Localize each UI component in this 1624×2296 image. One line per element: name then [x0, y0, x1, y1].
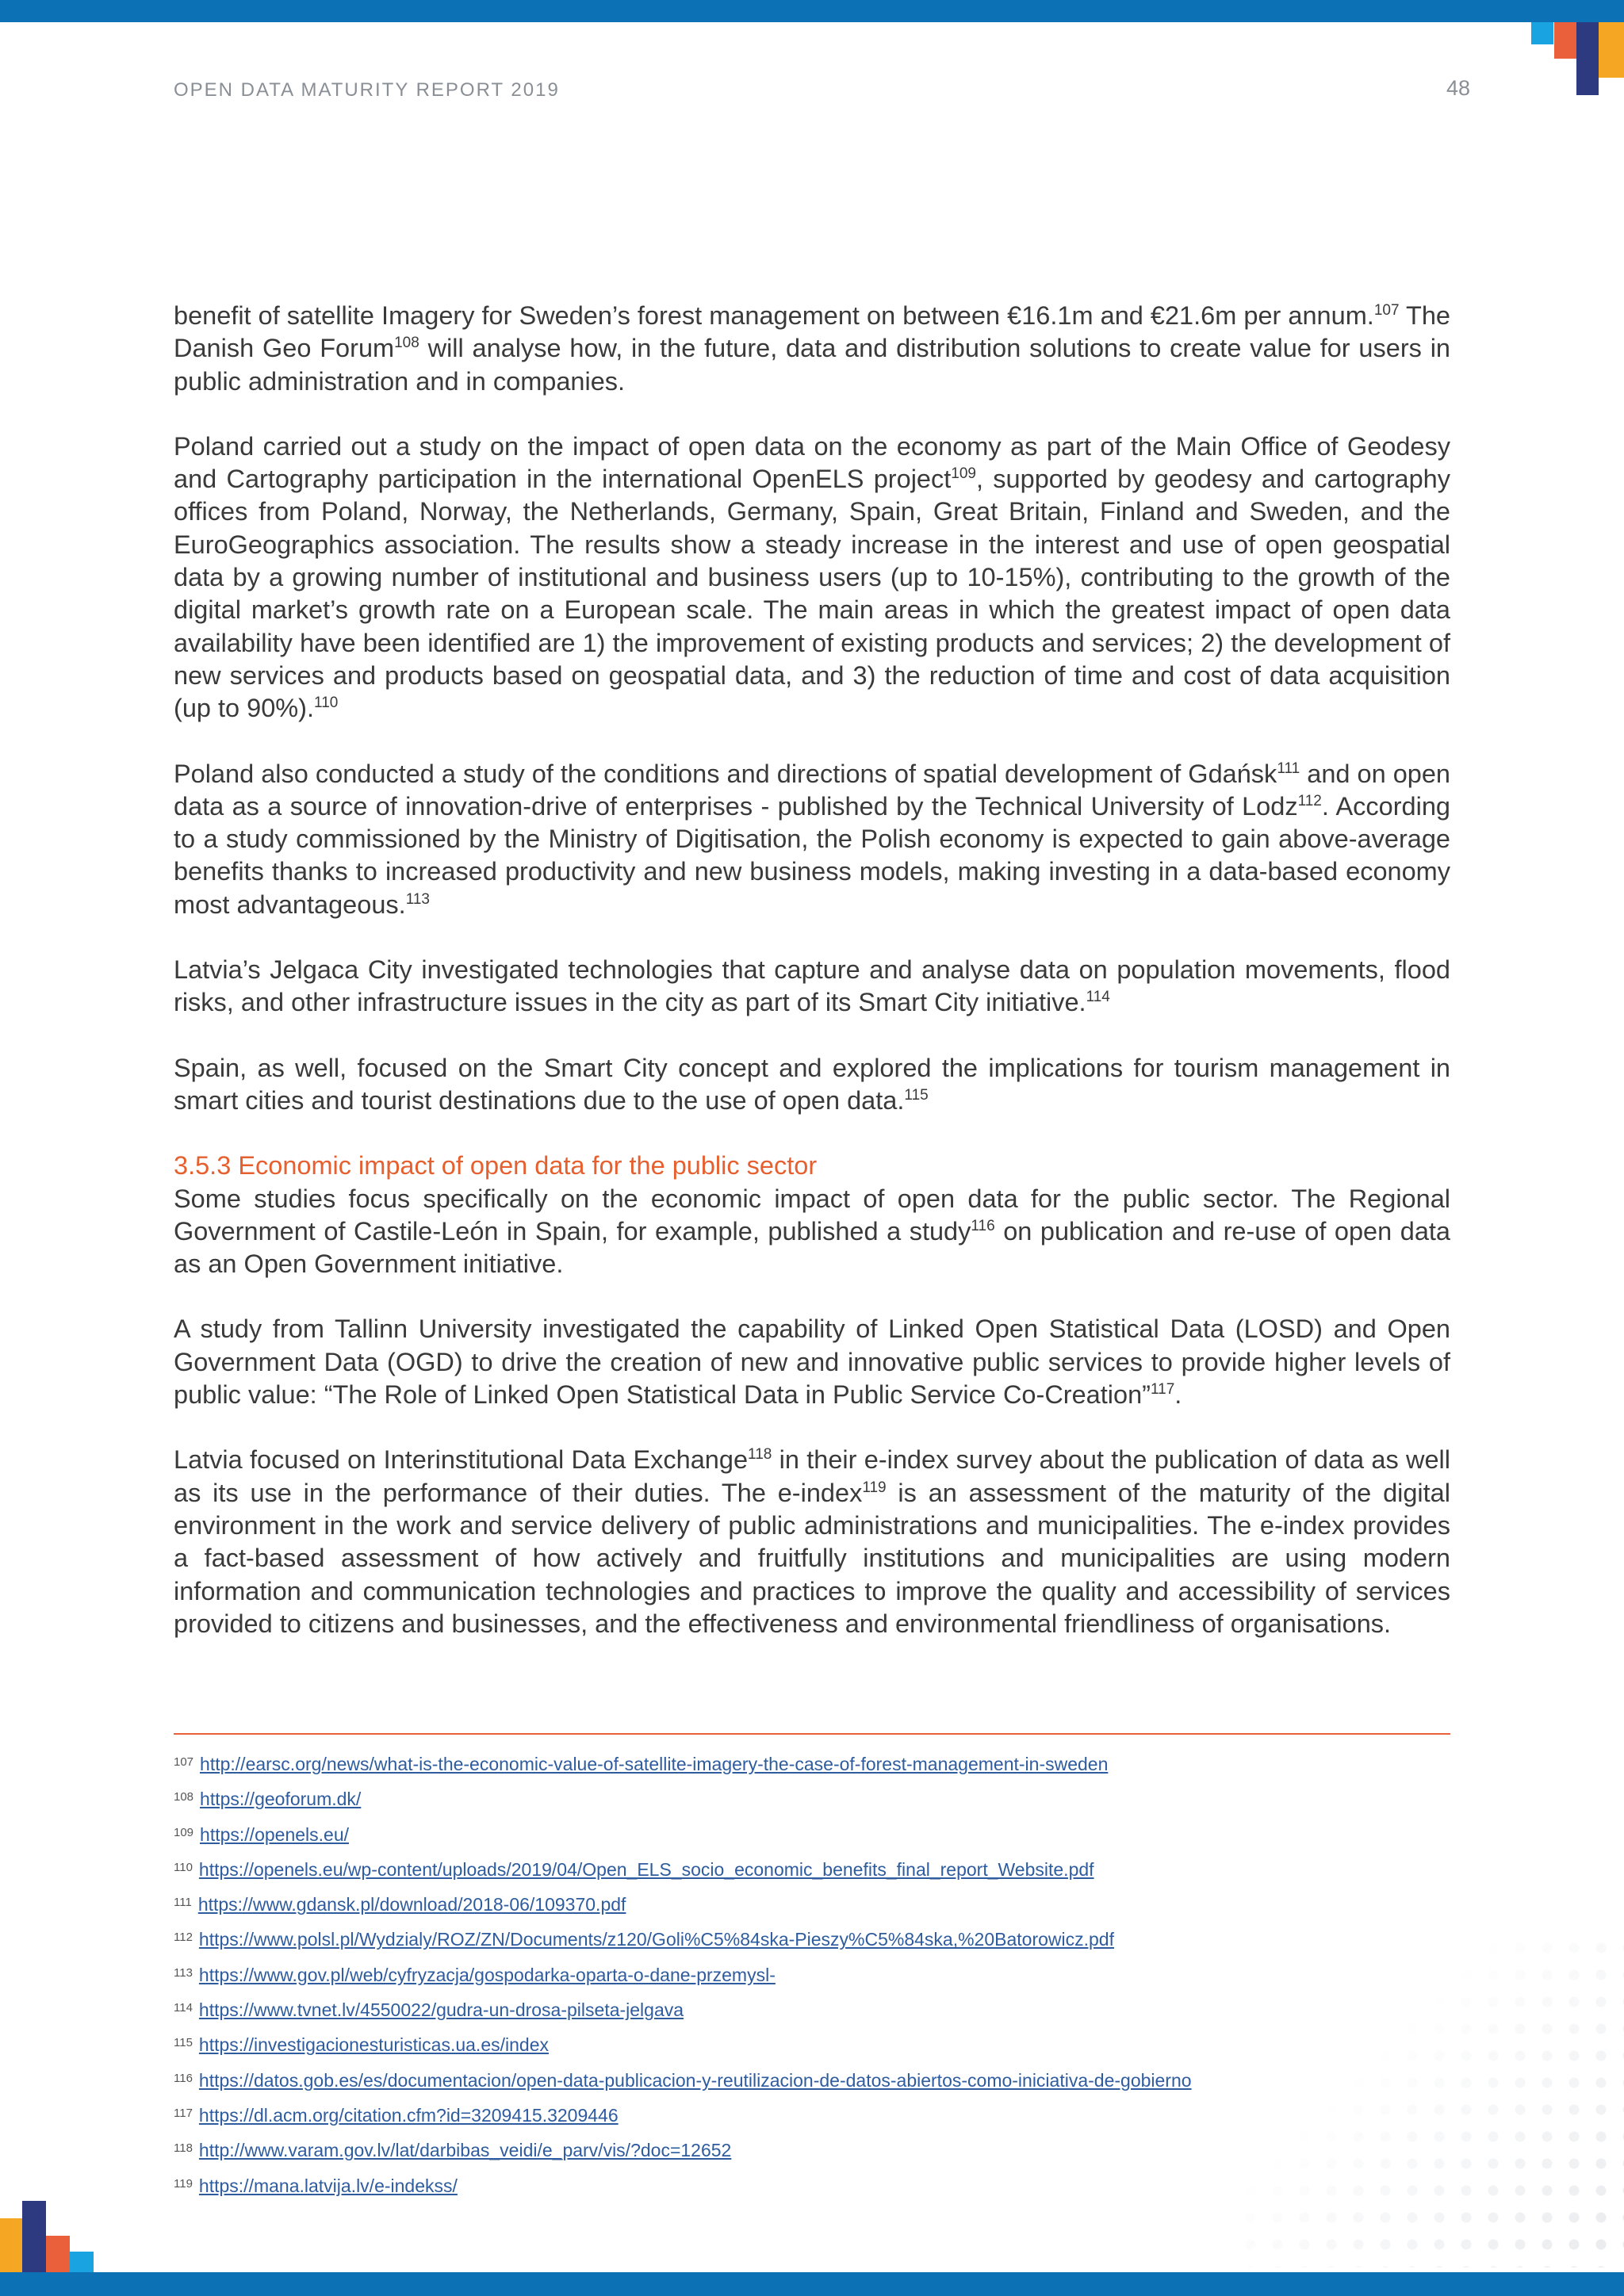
- paragraph: Spain, as well, focused on the Smart City concept and explored the implications for tourism management in smart cities and tourist destinations due to the use of open data.$^{115}$: [174, 1053, 1450, 1115]
- bottom-brand-bar: [0, 2272, 1624, 2296]
- footnote-ref[interactable]: 118: [748, 1446, 772, 1464]
- footnote: $^{118}$ http://www.varam.gov.lv/lat/darbibas_veidi/e_parv/vis/?doc=12652: [174, 2140, 732, 2161]
- corner-decoration-orange: [1554, 22, 1576, 59]
- footnote-ref[interactable]: 107: [1373, 302, 1400, 320]
- footnote: $^{110}$ https://openels.eu/wp-content/uploads/2019/04/Open_ELS_socio_economic_benefits_final_report_Website.pdf: [174, 1858, 1094, 1880]
- paragraph: Some studies focus specifically on the economic impact of open data for the public sector. The Regional Government of Castile-León in Spain, for example, published a study$^{116}$ on publication and re-use of open data as an Open Government initiative.: [174, 1184, 1450, 1279]
- footnote-link[interactable]: https://investigacionesturisticas.ua.es/index: [198, 2034, 549, 2056]
- footnote-link[interactable]: https://datos.gob.es/es/documentacion/open-data-publicacion-y-reutilizacion-de-datos-abiertos-como-iniciativa-de-gobierno: [198, 2069, 1192, 2091]
- footnote-ref[interactable]: 114: [1086, 989, 1110, 1006]
- paragraph: benefit of satellite Imagery for Sweden’s forest management on between €16.1m and €21.6m per annum.$^{107}$ The Danish Geo Forum$^{108}$ will analyse how, in the future, data and distribution solutions to create value for users in public administration and in companies.: [174, 301, 1450, 396]
- corner-decoration-cyan: [1531, 22, 1553, 44]
- footnote: $^{109}$ https://openels.eu/: [174, 1823, 349, 1845]
- corner-decoration-navy: [22, 2201, 46, 2274]
- footnote: $^{113}$ https://www.gov.pl/web/cyfryzacja/gospodarka-oparta-o-dane-przemysl-: [174, 1964, 776, 1985]
- dot-pattern-decoration: [1237, 1934, 1624, 2267]
- corner-decoration-amber: [0, 2218, 22, 2274]
- footnote-link[interactable]: https://www.gdansk.pl/download/2018-06/109370.pdf: [197, 1894, 626, 1915]
- running-header: OPEN DATA MATURITY REPORT 2019: [174, 79, 560, 101]
- paragraph: Latvia focused on Interinstitutional Data Exchange$^{118}$ in their e-index survey about the publication of data as well as its use in the performance of their duties. The e-index$^{119}$ is an assessment of the maturity of the digital environment in the work and service delivery of public administrations and municipalities. The e-index provides a fact-based assessment of how actively and fruitfully institutions and municipalities are using modern information and communication technologies and practices to improve the quality and accessibility of services provided to citizens and businesses, and the effectiveness and environmental friendliness of organisations.: [174, 1445, 1450, 1638]
- section-heading: 3.5.3 Economic impact of open data for the public sector: [174, 1151, 818, 1181]
- footnote-ref[interactable]: 116: [971, 1218, 995, 1234]
- top-brand-bar: [0, 0, 1624, 22]
- footnote-ref[interactable]: 117: [1151, 1381, 1175, 1399]
- footnote-link[interactable]: http://earsc.org/news/what-is-the-economic-value-of-satellite-imagery-the-case-of-forest-management-in-sweden: [200, 1754, 1109, 1774]
- footnote-ref[interactable]: 108: [394, 335, 419, 352]
- footnote-link[interactable]: https://openels.eu/wp-content/uploads/2019/04/Open_ELS_socio_economic_benefits_final_report_Website.pdf: [198, 1858, 1094, 1880]
- footnote-ref[interactable]: 119: [862, 1479, 887, 1496]
- corner-decoration-orange: [46, 2236, 70, 2274]
- footnote-link[interactable]: https://www.polsl.pl/Wydzialy/ROZ/ZN/Documents/z120/Goli%C5%84ska-Pieszy%C5%84ska,%20Batorowicz.pdf: [198, 1929, 1114, 1950]
- footnote-ref[interactable]: 112: [1297, 793, 1322, 810]
- corner-decoration-amber: [1599, 22, 1624, 78]
- footnote-link[interactable]: https://www.tvnet.lv/4550022/gudra-un-drosa-pilseta-jelgava: [198, 1999, 684, 2021]
- footnote-divider: [174, 1733, 1450, 1735]
- page-number: 48: [1446, 76, 1470, 100]
- footnote-link[interactable]: http://www.varam.gov.lv/lat/darbibas_veidi/e_parv/vis/?doc=12652: [198, 2140, 732, 2161]
- footnote: $^{111}$ https://www.gdansk.pl/download/2018-06/109370.pdf: [174, 1894, 626, 1915]
- footnote-ref[interactable]: 115: [904, 1087, 929, 1104]
- footnote-link[interactable]: https://www.gov.pl/web/cyfryzacja/gospodarka-oparta-o-dane-przemysl-: [198, 1964, 776, 1985]
- footnote: $^{108}$ https://geoforum.dk/: [174, 1789, 362, 1810]
- footnote: $^{112}$ https://www.polsl.pl/Wydzialy/ROZ/ZN/Documents/z120/Goli%C5%84ska-Pieszy%C5%84ska,%20Batorowicz.pdf: [174, 1929, 1114, 1950]
- footnote-link[interactable]: https://openels.eu/: [200, 1823, 349, 1845]
- paragraph: Poland also conducted a study of the conditions and directions of spatial development of Gdańsk$^{111}$ and on open data as a source of innovation-drive of enterprises - published by the Technical University of Lodz$^{112}$. According to a study commissioned by the Ministry of Digitisation, the Polish economy is expected to gain above-average benefits thanks to increased productivity and new business models, making investing in a data-based economy most advantageous.$^{113}$: [174, 759, 1450, 919]
- footnote: $^{114}$ https://www.tvnet.lv/4550022/gudra-un-drosa-pilseta-jelgava: [174, 1999, 684, 2021]
- footnote-link[interactable]: https://geoforum.dk/: [200, 1789, 362, 1810]
- corner-decoration-navy: [1576, 22, 1599, 95]
- body-text: [174, 300, 1450, 1640]
- footnote-ref[interactable]: 111: [1277, 760, 1300, 777]
- paragraph: Poland carried out a study on the impact of open data on the economy as part of the Main Office of Geodesy and Cartography participation in the international OpenELS project$^{109}$, supported by geodesy and cartography offices from Poland, Norway, the Netherlands, Germany, Spain, Great Britain, Finland and Sweden, and the EuroGeographics association. The results show a steady increase in the interest and use of open geospatial data by a growing number of institutional and business users (up to 10-15%), contributing to the growth of the digital market’s growth rate on a European scale. The main areas in which the greatest impact of open data availability have been identified are 1) the improvement of existing products and services; 2) the development of new services and products based on geospatial data, and 3) the reduction of time and cost of data acquisition (up to 90%).$^{110}$: [174, 431, 1450, 723]
- footnote-ref[interactable]: 110: [314, 695, 339, 712]
- footnote: $^{119}$ https://mana.latvija.lv/e-indekss/: [174, 2175, 458, 2196]
- footnote: $^{116}$ https://datos.gob.es/es/documentacion/open-data-publicacion-y-reutilizacion-de-datos-abiertos-como-iniciativa-de-gobierno: [174, 2069, 1192, 2091]
- paragraph: A study from Tallinn University investigated the capability of Linked Open Statistical Data (LOSD) and Open Government Data (OGD) to drive the creation of new and innovative public services to provide higher levels of public value: “The Role of Linked Open Statistical Data in Public Service Co-Creation”$^{117}$.: [174, 1314, 1450, 1410]
- footnote-link[interactable]: https://mana.latvija.lv/e-indekss/: [198, 2175, 458, 2196]
- footnote-ref[interactable]: 113: [405, 890, 430, 908]
- footnote: $^{117}$ https://dl.acm.org/citation.cfm?id=3209415.3209446: [174, 2104, 619, 2126]
- footnote: $^{115}$ https://investigacionesturisticas.ua.es/index: [174, 2034, 549, 2056]
- corner-decoration-cyan: [70, 2252, 94, 2274]
- footnote-link[interactable]: https://dl.acm.org/citation.cfm?id=3209415.3209446: [198, 2104, 619, 2126]
- footnote-ref[interactable]: 109: [951, 465, 976, 483]
- footnote: $^{107}$ http://earsc.org/news/what-is-the-economic-value-of-satellite-imagery-the-case-of-forest-management-in-sweden: [174, 1754, 1109, 1774]
- paragraph: Latvia’s Jelgaca City investigated technologies that capture and analyse data on population movements, flood risks, and other infrastructure issues in the city as part of its Smart City initiative.$^{114}$: [174, 955, 1450, 1017]
